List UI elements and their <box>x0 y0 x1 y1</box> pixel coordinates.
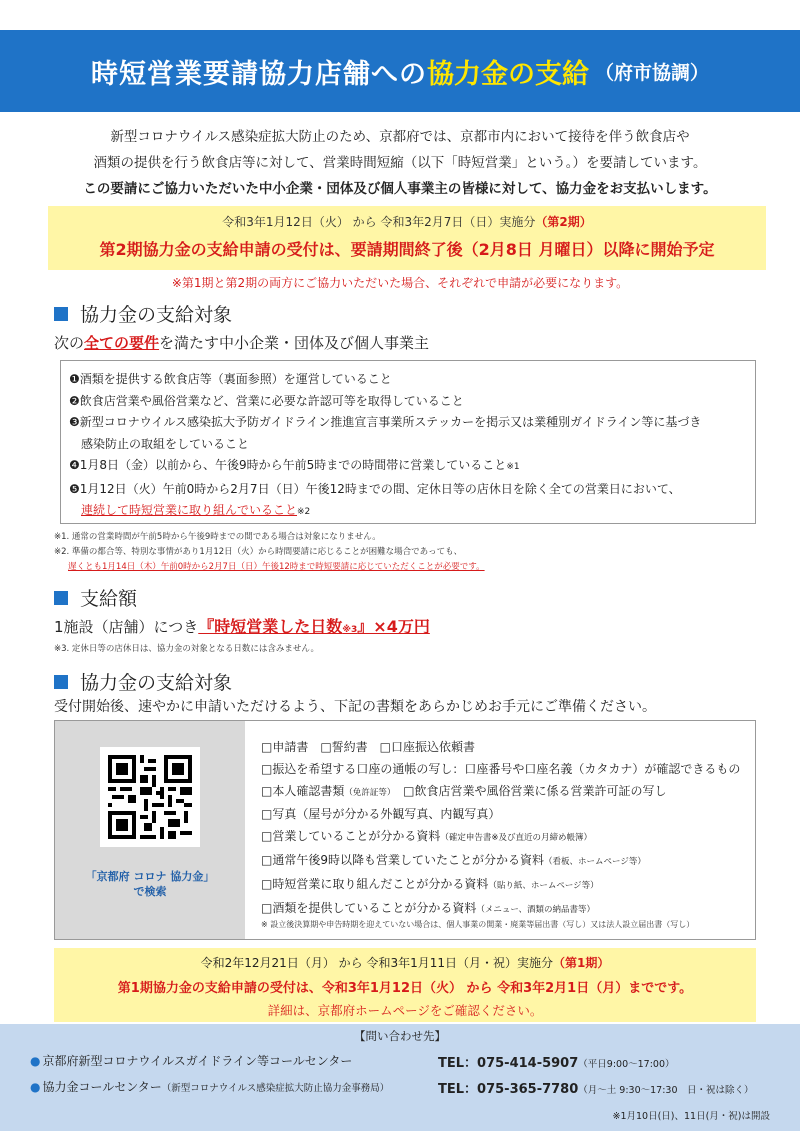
doc8-main: □酒類を提供していることが分かる資料 <box>261 900 477 915</box>
both-period-note: ※第1期と第2期の両方にご協力いただいた場合、それぞれで申請が必要になります。 <box>171 276 629 290</box>
intro-text <box>0 124 800 202</box>
doc-item-3 <box>261 781 740 805</box>
documents-box <box>54 720 756 940</box>
doc-note: ※ 設立後決算期や申告時期を迎えていない場合は、個人事業の開業・廃業等届出書（写し）又は法人設立届出書（写し） <box>261 920 695 929</box>
period1-tag: （第1期） <box>553 956 610 970</box>
period2-tag: （第2期） <box>535 215 592 229</box>
section2-heading <box>54 584 137 611</box>
doc5-small: （確定申告書※及び直近の月締め帳簿） <box>440 833 592 844</box>
qr-code-icon[interactable] <box>100 747 200 847</box>
amount-em-post: 』×4万円 <box>357 617 430 636</box>
contact2-tel[interactable]: TEL：075-365-7780 <box>438 1082 579 1097</box>
req-5: ❺1月12日（火）午前0時から2月7日（日）午後12時までの間、定休日等の店休日を除く全ての営業日において、 <box>69 481 681 496</box>
contact2-name: 協力金コールセンター <box>42 1080 162 1094</box>
contact1-tel-line <box>438 1052 675 1071</box>
intro-line1: 新型コロナウイルス感染症拡大防止のため、京都府では、京都市内において接待を伴う飲食店や <box>110 129 690 145</box>
contact-row-2 <box>30 1078 754 1097</box>
title-suffix: （府市協調） <box>594 61 709 84</box>
req-3: ❸新型コロナウイルス感染拡大予防ガイドライン推進宣言事業所ステッカーを掲示又は業種別ガイドライン等に基づき <box>69 415 702 429</box>
square-bullet-icon <box>54 307 68 321</box>
doc-item-1: □申請書 □誓約書 □口座振込依頼書 <box>261 740 476 754</box>
doc7-main: □時短営業に取り組んだことが分かる資料 <box>261 876 489 891</box>
footnote-2b-line <box>54 560 485 575</box>
section3-subtitle: 受付開始後、速やかに申請いただけるよう、下記の書類をあらかじめお手元にご準備ください。 <box>54 699 656 715</box>
doc5-main: □営業していることが分かる資料 <box>261 829 441 844</box>
title-highlight: 協力金の支給 <box>426 58 589 90</box>
sub-emphasis: 全ての要件 <box>84 334 160 352</box>
contact-section <box>0 1024 800 1131</box>
contact2-hours: （月～土 9:30～17:30 日・祝は除く） <box>578 1085 754 1096</box>
footnote-2: ※2. 準備の都合等、特別な事情があり1月12日（火）から時間要請に応じることが困難な場合であっても、 <box>54 547 463 557</box>
qr-caption <box>55 869 245 899</box>
doc-item-8 <box>261 898 740 922</box>
doc8-small: （メニュー、酒類の納品書等） <box>476 904 596 915</box>
section1-subtitle <box>54 332 429 353</box>
intro-line3: この要請にご協力いただいた中小企業・団体及び個人事業主の皆様に対して、協力金をお支払いします。 <box>83 181 717 197</box>
period1-detail: 詳細は、京都府ホームページをご確認ください。 <box>267 1003 543 1018</box>
footnote-3: ※3. 定休日等の店休日は、協力金の対象となる日数には含みません。 <box>54 644 319 654</box>
qr-caption-2: で検索 <box>133 885 167 898</box>
bullet-dot-icon: ● <box>30 1054 41 1068</box>
section3-heading-text: 協力金の支給対象 <box>80 672 233 694</box>
bullet-dot-icon: ● <box>30 1080 41 1094</box>
qr-panel <box>55 721 245 939</box>
document-checklist <box>261 737 740 921</box>
intro-line2: 酒類の提供を行う飲食店等に対して、営業時間短縮（以下「時短営業」という。）を要請しています。 <box>93 155 707 171</box>
doc-item-2: □振込を希望する口座の通帳の写し：口座番号や口座名義（カタカナ）が確認できるもの <box>261 761 741 776</box>
period1-box <box>54 948 756 1022</box>
amount-em: 『時短営業した日数 <box>198 617 343 636</box>
doc7-small: （貼り紙、ホームページ等） <box>488 880 599 891</box>
contact-row-1 <box>30 1052 675 1071</box>
doc3-b: □飲食店営業や風俗営業に係る営業許可証の写し <box>391 783 667 798</box>
period1-dates-line <box>54 954 756 971</box>
requirements-box <box>60 360 756 524</box>
footnote-2b: 遅くとも1月14日（木）午前0時から2月7日（日）午後12時まで時短要請に応じていただくことが必要です。 <box>68 562 485 572</box>
doc-item-5 <box>261 826 740 850</box>
req-5-mark: ※2 <box>297 507 311 517</box>
doc3-main: □本人確認書類 <box>261 783 345 798</box>
sub-post: を満たす中小企業・団体及び個人事業主 <box>159 334 430 352</box>
section1-heading <box>54 300 232 327</box>
contact-footnote: ※1月10日(日)、11日(月・祝)は開設 <box>612 1111 770 1122</box>
req-5-cont-line <box>69 500 755 524</box>
square-bullet-icon <box>54 591 68 605</box>
section1-heading-text: 協力金の支給対象 <box>80 304 233 326</box>
doc3-small: （免許証等） <box>344 787 392 798</box>
period2-box <box>48 206 766 270</box>
contact1-tel[interactable]: TEL：075-414-5907 <box>438 1056 579 1071</box>
square-bullet-icon <box>54 675 68 689</box>
amount-emphasis <box>198 617 430 636</box>
req-2: ❷飲食店営業や風俗営業など、営業に必要な許認可等を取得していること <box>69 393 464 408</box>
amount-mark: ※3 <box>342 625 358 635</box>
title-main: 時短営業要請協力店舗への <box>90 58 427 90</box>
doc6-small: （看板、ホームページ等） <box>543 856 646 867</box>
doc-item-7 <box>261 874 740 898</box>
contact-title: 【問い合わせ先】 <box>354 1029 446 1043</box>
section3-heading <box>54 668 232 695</box>
footnote-1: ※1. 通常の営業時間が午前5時から午後9時までの間である場合は対象になりません。 <box>54 532 381 542</box>
doc-item-6 <box>261 850 740 874</box>
amount-line <box>54 614 430 637</box>
req-5-cont: 連続して時短営業に取り組んでいること <box>81 503 298 517</box>
req-3-cont: 感染防止の取組をしていること <box>81 436 250 451</box>
sub-pre: 次の <box>54 334 85 352</box>
req-4-mark: ※1 <box>506 462 520 472</box>
contact1-hours: （平日9:00～17:00） <box>578 1059 675 1070</box>
req-4: ❹1月8日（金）以前から、午後9時から午前5時までの時間帯に営業していること <box>69 458 507 472</box>
period1-dates: 令和2年12月21日（月） から 令和3年1月11日（月・祝）実施分 <box>200 956 553 970</box>
period1-notice: 第1期協力金の支給申請の受付は、令和3年1月12日（火） から 令和3年2月1日（月）までです。 <box>117 981 693 996</box>
qr-caption-1: 「京都府 コロナ 協力金」 <box>85 870 215 883</box>
doc6-main: □通常午後9時以降も営業していたことが分かる資料 <box>261 852 544 867</box>
period2-dates-line <box>48 213 766 230</box>
req-4-line <box>69 455 755 479</box>
title-banner <box>0 30 800 112</box>
period2-dates: 令和3年1月12日（火） から 令和3年2月7日（日）実施分 <box>222 215 536 229</box>
doc-item-4: □写真（屋号が分かる外観写真、内観写真） <box>261 807 501 822</box>
contact2-sub: （新型コロナウイルス感染症拡大防止協力金事務局） <box>161 1083 390 1094</box>
footnotes-section1 <box>54 530 485 575</box>
contact1-name: 京都府新型コロナウイルスガイドライン等コールセンター <box>42 1054 353 1068</box>
period2-notice: 第2期協力金の支給申請の受付は、要請期間終了後（2月8日 月曜日）以降に開始予定 <box>99 240 715 259</box>
amount-pre: 1施設（店舗）につき <box>54 618 199 636</box>
section2-heading-text: 支給額 <box>80 588 138 610</box>
req-1: ❶酒類を提供する飲食店等（裏面参照）を運営していること <box>69 372 392 386</box>
contact2-tel-line <box>438 1078 754 1097</box>
